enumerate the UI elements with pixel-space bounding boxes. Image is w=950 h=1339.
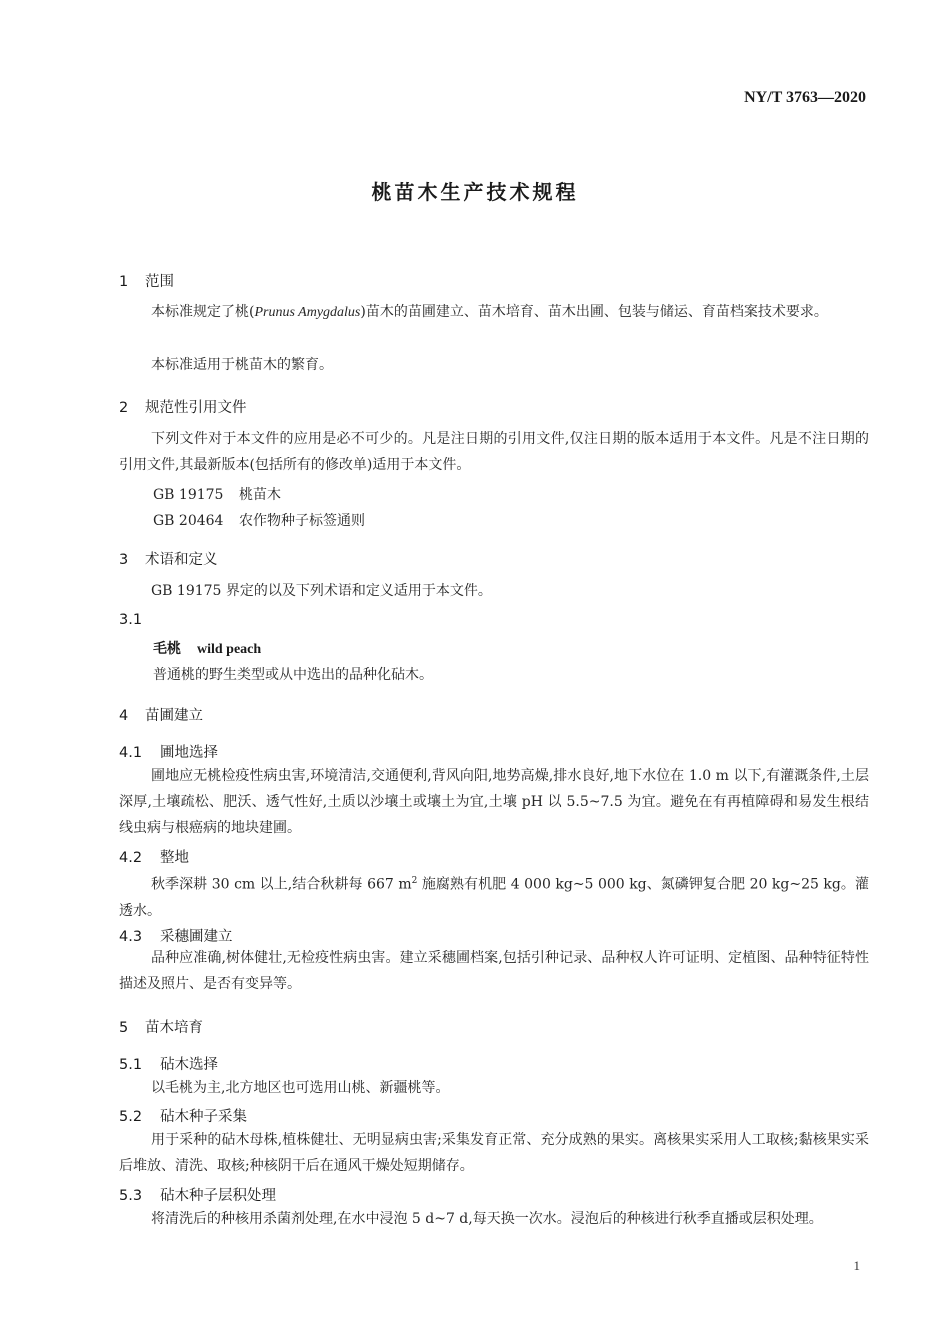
section-title: 术语和定义 <box>145 552 218 568</box>
subsection-title: 砧木种子采集 <box>160 1109 247 1125</box>
reference-code: GB 19175 <box>153 487 224 503</box>
latin-name: Prunus Amygdalus <box>254 305 361 320</box>
subsection-title: 采穗圃建立 <box>160 929 233 945</box>
subsection-4-3-heading <box>119 925 233 946</box>
subsection-5-1-heading <box>119 1053 218 1074</box>
subsection-5-2-text: 用于采种的砧木母株,植株健壮、无明显病虫害;采集发育正常、充分成熟的果实。离核果实采用人工取核;黏核果实采后堆放、清洗、取核;种核阴干后在通风干燥处短期储存。 <box>119 1132 869 1174</box>
section-1-heading <box>119 270 174 291</box>
subsection-number: 5.3 <box>119 1188 143 1204</box>
subsection-4-1-heading <box>119 741 218 762</box>
subsection-5-3-text: 将清洗后的种核用杀菌剂处理,在水中浸泡 5 d~7 d,每天换一次水。浸泡后的种核进行秋季直播或层积处理。 <box>151 1211 823 1227</box>
section-title: 范围 <box>145 274 174 290</box>
reference-title: 桃苗木 <box>239 487 281 503</box>
section-number: 3 <box>119 552 129 568</box>
section-5-heading <box>119 1016 203 1037</box>
subsection-number: 3.1 <box>119 612 143 628</box>
subsection-number: 4.1 <box>119 745 143 761</box>
subsection-5-3-heading <box>119 1184 276 1205</box>
reference-title: 农作物种子标签通则 <box>239 513 365 529</box>
section-number: 2 <box>119 400 129 416</box>
section-title: 苗木培育 <box>145 1020 203 1036</box>
text-run: 施腐熟有机肥 4 000 kg~5 000 kg、氮磷钾复合肥 20 kg~25 kg。灌透水。 <box>119 876 869 919</box>
subsection-4-1-text: 圃地应无桃检疫性病虫害,环境清洁,交通便利,背风向阳,地势高燥,排水良好,地下水位在 1.0 m 以下,有灌溉条件,土层深厚,土壤疏松、肥沃、透气性好,土质以沙壤土或壤土为宜,土壤 pH 以 5.5~7.5 为宜。避免在有再植障碍和易发生根结线虫病与根癌病的地块建圃。 <box>119 768 869 836</box>
section-2-heading <box>119 396 247 417</box>
section-1-paragraph-1 <box>119 299 869 326</box>
subsection-title: 圃地选择 <box>160 745 218 761</box>
text-run: 本标准规定了桃( <box>151 304 255 320</box>
subsection-title: 整地 <box>160 850 189 866</box>
section-number: 1 <box>119 274 129 290</box>
term-chinese: 毛桃 <box>153 641 181 657</box>
section-3-heading <box>119 548 218 569</box>
subsection-4-2-heading <box>119 846 189 867</box>
section-4-heading <box>119 704 203 725</box>
section-title: 规范性引用文件 <box>145 400 247 416</box>
term-definition: 普通桃的野生类型或从中选出的品种化砧木。 <box>153 667 433 683</box>
subsection-number: 4.3 <box>119 929 143 945</box>
superscript: 2 <box>411 876 418 886</box>
section-title: 苗圃建立 <box>145 708 203 724</box>
section-2-paragraph-1: 下列文件对于本文件的应用是必不可少的。凡是注日期的引用文件,仅注日期的版本适用于本文件。凡是不注日期的引用文件,其最新版本(包括所有的修改单)适用于本文件。 <box>119 431 869 473</box>
subsection-number: 5.1 <box>119 1057 143 1073</box>
document-title: 桃苗木生产技术规程 <box>371 180 579 204</box>
term-entry <box>153 638 261 658</box>
subsection-4-2-text <box>119 868 869 924</box>
page-number: 1 <box>853 1258 860 1273</box>
reference-code: GB 20464 <box>153 513 224 529</box>
section-number: 5 <box>119 1020 129 1036</box>
reference-item <box>153 510 365 530</box>
reference-item <box>153 484 281 504</box>
standard-code: NY/T 3763—2020 <box>744 89 866 106</box>
subsection-title: 砧木种子层积处理 <box>160 1188 276 1204</box>
subsection-title: 砧木选择 <box>160 1057 218 1073</box>
section-1-paragraph-2: 本标准适用于桃苗木的繁育。 <box>151 357 333 373</box>
subsection-4-3-text: 品种应准确,树体健壮,无检疫性病虫害。建立采穗圃档案,包括引种记录、品种权人许可证明、定植图、品种特征特性描述及照片、是否有变异等。 <box>119 950 869 992</box>
text-run: )苗木的苗圃建立、苗木培育、苗木出圃、包装与储运、育苗档案技术要求。 <box>360 304 828 320</box>
subsection-5-1-text: 以毛桃为主,北方地区也可选用山桃、新疆桃等。 <box>151 1080 450 1096</box>
text-run: 秋季深耕 30 cm 以上,结合秋耕每 667 m <box>151 876 412 893</box>
section-number: 4 <box>119 708 129 724</box>
subsection-number: 5.2 <box>119 1109 143 1125</box>
term-english: wild peach <box>197 642 262 657</box>
section-3-paragraph-1: GB 19175 界定的以及下列术语和定义适用于本文件。 <box>151 583 492 599</box>
subsection-number: 4.2 <box>119 850 143 866</box>
subsection-5-2-heading <box>119 1105 247 1126</box>
subsection-3-1-number <box>119 612 160 628</box>
